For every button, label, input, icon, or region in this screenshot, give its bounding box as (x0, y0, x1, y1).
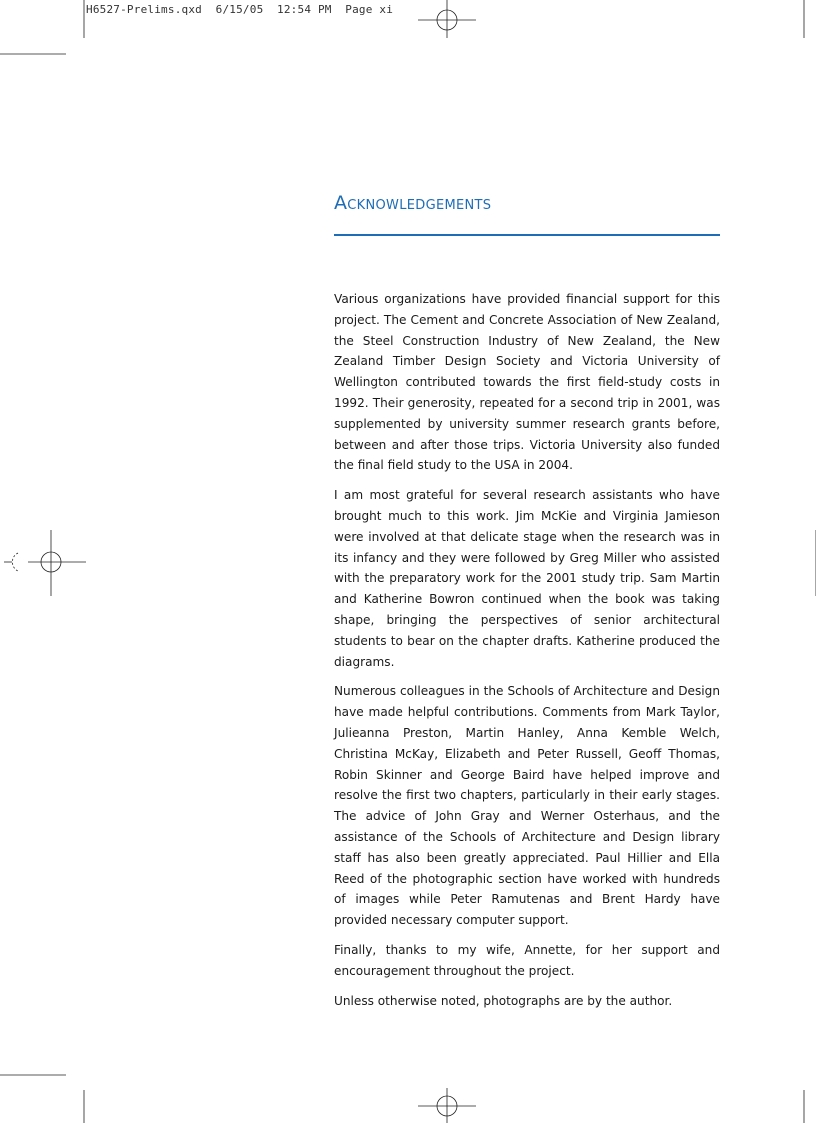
paragraph-funding: Various organizations have provided financial support for this project. The Cement and Concrete Association of New Zealand, the Steel Construction Industry of New Zealand, the New Zealand Timber Design Society and Victoria University of Wellington contributed towards the first field-study costs in 1992. Their generosity, repeated for a second trip in 2001, was supplemented by university summer research grants before, between and after those trips. Victoria University also funded the final field study to the USA in 2004. (334, 292, 720, 473)
paragraph-family: Finally, thanks to my wife, Annette, for her support and encouragement throughout the project. (334, 942, 720, 978)
registration-mark-top (418, 0, 476, 38)
registration-mark-left (4, 530, 86, 596)
paragraph-research-assistants: I am most grateful for several research assistants who have brought much to this work. Jim McKie and Virginia Jamieson were involved at that delicate stage when the research was in its infancy and they were followed by Greg Miller who assisted with the preparatory work for the 2001 study trip. Sam Martin and Katherine Bowron continued when the book was taking shape, bringing the perspectives of senior architectural students to bear on the chapter drafts. Katherine produced the diagrams. (334, 488, 720, 669)
body-text (334, 289, 720, 1020)
registration-mark-bottom (418, 1088, 476, 1123)
paragraph-colleagues: Numerous colleagues in the Schools of Architecture and Design have made helpful contributions. Comments from Mark Taylor, Julieanna Preston, Martin Hanley, Anna Kemble Welch, Christina McKay, Elizabeth and Peter Russell, Geoff Thomas, Robin Skinner and George Baird have helped improve and resolve the first two chapters, particularly in their early stages. The advice of John Gray and Werner Osterhaus, and the assistance of the Schools of Architecture and Design library staff has also been greatly appreciated. Paul Hillier and Ella Reed of the photographic section have worked with hundreds of images while Peter Ramutenas and Brent Hardy have provided necessary computer support. (334, 684, 720, 928)
title-rule (334, 234, 720, 236)
paragraph-photo-credit: Unless otherwise noted, photographs are by the author. (334, 993, 673, 1008)
page-title: Acknowledgements (334, 192, 492, 214)
printer-slug: H6527-Prelims.qxd 6/15/05 12:54 PM Page xi (86, 3, 394, 16)
